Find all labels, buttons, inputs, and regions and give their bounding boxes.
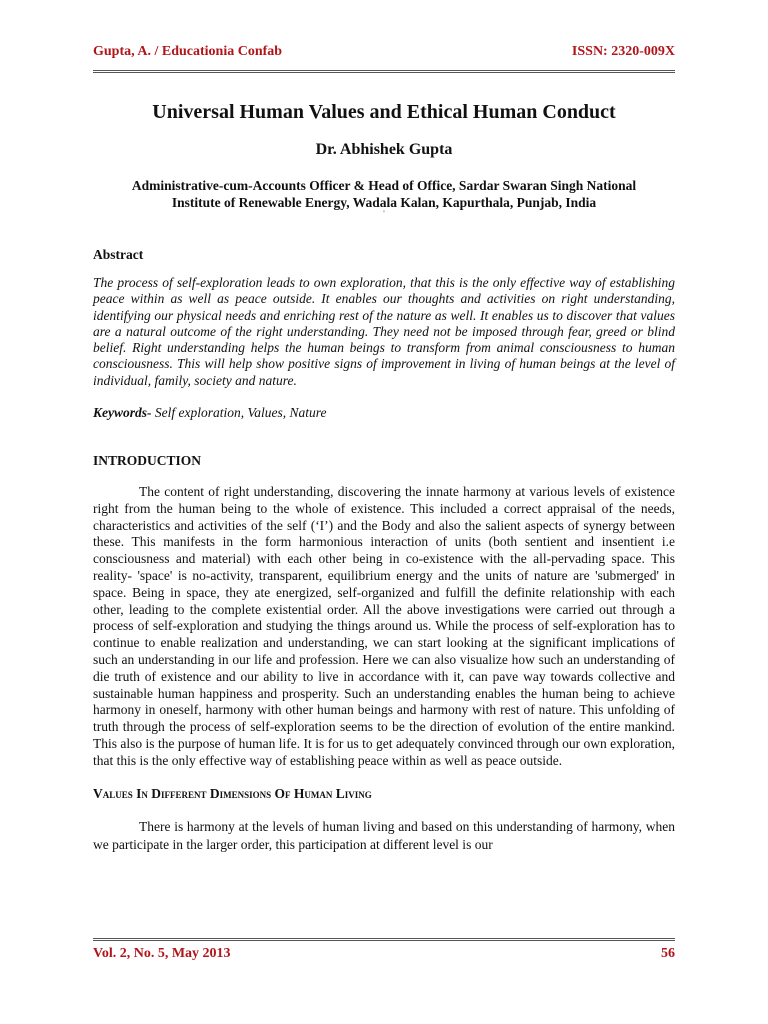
header-rule: [93, 70, 675, 73]
footer-volume: Vol. 2, No. 5, May 2013: [93, 946, 231, 961]
page-number: 56: [661, 946, 675, 961]
keywords-text: Self exploration, Values, Nature: [151, 405, 327, 421]
author-affiliation: [93, 177, 675, 211]
affiliation-line-2: Institute of Renewable Energy, Wadala Kalan, Kapurthala, Punjab, India: [171, 195, 597, 210]
running-header: [93, 44, 675, 60]
values-section-heading: Values In Different Dimensions Of Human Living: [93, 785, 372, 801]
header-issn: ISSN: 2320-009X: [571, 44, 675, 59]
paper-author: Dr. Abhishek Gupta: [315, 141, 453, 158]
abstract-heading: Abstract: [93, 247, 144, 262]
affiliation-line-1: Administrative-cum-Accounts Officer & Head of Office, Sardar Swaran Singh National: [131, 178, 637, 193]
introduction-paragraph: The content of right understanding, discovering the innate harmony at various levels of existence right from the human being to the whole of existence. This included a correct appraisal of the needs, characteristics and activities of the self (‘I’) and the Body and also the salient aspects of synergy between these. This manifests in the form harmonious interaction of units (both sentient and insentient i.e consciousness and material) with each other being in co-existence with the all-pervading space. This reality- 'space' is no-activity, transparent, equilibrium energy and the units of nature are 'submerged' in space. Being in space, they ate energized, self-organized and fulfill the definite relationship with each other, leading to the complete existential order. All the above investigations were carried out through a process of self-exploration and studying the things around us. While the process of self-exploration has to continue to enable realization and understanding, we can start looking at the significant implications of such an understanding in our life and profession. Here we can also visualize how such an understanding of die truth of existence and our ability to live in accordance with it, can pave way towards collective and sustainable human happiness and prosperity. Such an understanding enables the human being to achieve harmony in oneself, harmony with other human beings and harmony with rest of nature. This unfolding of truth through the process of self-exploration seems to be the direction of evolution of the entire mankind. This also is the purpose of human life. It is for us to get adequately convinced through our own exploration, that this is the only effective way of establishing peace within as well as peace outside.: [93, 484, 675, 768]
values-section-paragraph: There is harmony at the levels of human living and based on this understanding of harmony, when we participate in the larger order, this participation at different level is our: [93, 818, 675, 852]
keywords-label: Keywords-: [93, 405, 152, 421]
affiliation-mark: ': [383, 209, 385, 218]
header-citation: Gupta, A. / Educationia Confab: [93, 44, 283, 59]
keywords: [93, 405, 675, 421]
paper-content: [93, 100, 675, 854]
introduction-heading: INTRODUCTION: [93, 453, 202, 469]
footer-rule: [93, 938, 675, 941]
abstract-text: The process of self-exploration leads to own exploration, that this is the only effective way of establishing peace within as well as peace outside. It enables our thoughts and activities on right understanding, identifying our physical needs and enriching rest of the nature as well. It enables us to discover that values are a natural outcome of the right understanding. They need not be imposed through fear, greed or blind belief. Right understanding helps the human beings to transform from animal consciousness to human consciousness. This will help show positive signs of improvement in living of human beings at the level of individual, family, society and nature.: [93, 275, 675, 388]
running-footer: [93, 946, 675, 962]
paper-title: Universal Human Values and Ethical Human Conduct: [152, 101, 616, 123]
